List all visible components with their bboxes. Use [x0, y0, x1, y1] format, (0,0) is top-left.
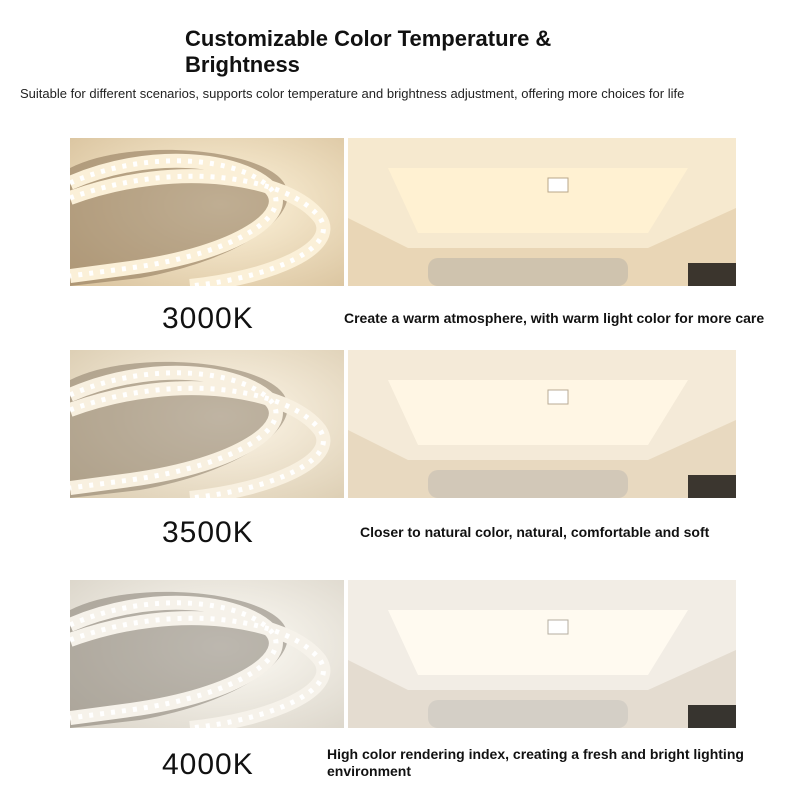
temperature-label: 3500K	[162, 516, 254, 549]
temperature-label: 4000K	[162, 748, 254, 781]
room-photo	[348, 580, 736, 728]
led-strip-photo	[70, 350, 344, 498]
temperature-description: High color rendering index, creating a fresh and bright lighting environment	[327, 746, 744, 779]
room-photo	[348, 350, 736, 498]
room-photo	[348, 138, 736, 286]
page-subtitle: Suitable for different scenarios, supports color temperature and brightness adjustment, offering more choices for life	[20, 86, 685, 101]
led-strip-photo	[70, 580, 344, 728]
temperature-description: Create a warm atmosphere, with warm light color for more care	[344, 310, 765, 326]
temperature-description: Closer to natural color, natural, comfortable and soft	[360, 524, 710, 540]
page-title: Customizable Color Temperature & Brightness	[185, 26, 552, 77]
led-strip-photo	[70, 138, 344, 286]
temperature-label: 3000K	[162, 302, 254, 335]
